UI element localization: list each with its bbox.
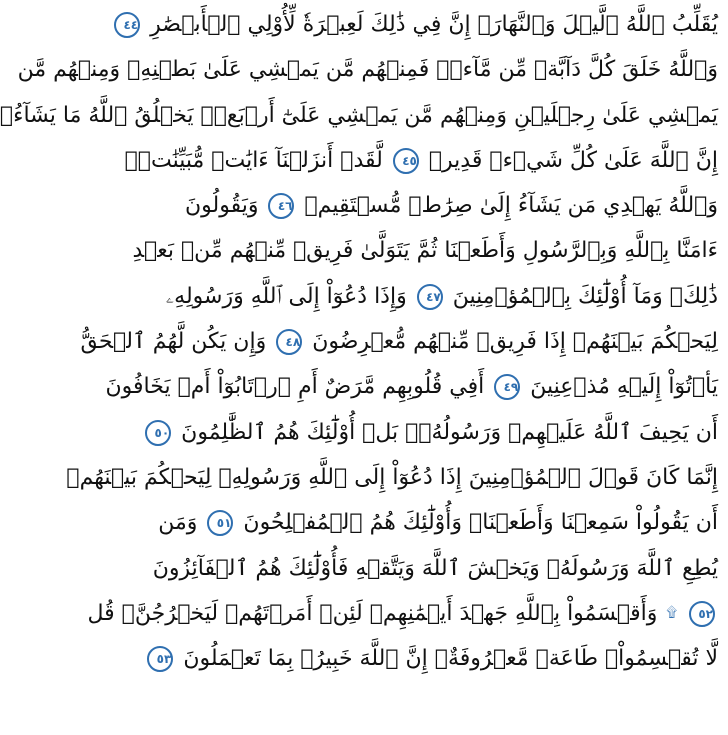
verse-line-11 [66,455,718,500]
verse-text: يُطِعِ ٱللَّهَ وَرَسُولَهُۥ وَيَخۡشَ ٱللَّهَ وَيَتَّقۡهِ فَأُوْلَٰٓئِكَ هُمُ ٱلۡفَآئِزُونَ [152,555,718,581]
verse-line-1 [123,2,718,47]
verse-text: ءَامَنَّا بِٱللَّهِ وَبِٱلرَّسُولِ وَأَطَعۡنَا ثُمَّ يَتَوَلَّىٰ فَرِيقٞ مِّنۡهُم مِّنۢ بَعۡدِ [132,238,718,264]
ayah-end-icon: ٤٨ [276,329,302,355]
verse-lines [0,2,718,681]
ayah-end-icon: ٥٣ [147,646,173,672]
verse-line-15 [156,636,718,681]
verse-text: وَمَن [158,510,198,536]
verse-text: إِنَّ ٱللَّهَ عَلَىٰ كُلِّ شَيۡءٖ قَدِيرٞ [428,147,718,173]
verse-text: إِنَّمَا كَانَ قَوۡلَ ٱلۡمُؤۡمِنِينَ إِذَا دُعُوٓاْ إِلَى ٱللَّهِ وَرَسُولِهِۦ لِيَحۡكُمَ بَيۡنَهُمۡ [66,464,718,490]
ayah-end-icon: ٤٦ [268,193,294,219]
verse-text: وَٱللَّهُ خَلَقَ كُلَّ دَآبَّةٖ مِّن مَّآءٖۖ فَمِنۡهُم مَّن يَمۡشِي عَلَىٰ بَطۡنِهِۦ وَمِنۡهُم مَّن [17,57,718,83]
verse-line-9 [105,364,718,409]
ayah-end-icon: ٤٧ [417,284,443,310]
verse-line-2 [17,47,718,92]
ayah-end-icon: ٤٩ [494,374,520,400]
ayah-end-icon: ٥٢ [689,601,715,627]
verse-line-13 [152,546,718,591]
ayah-end-icon: ٤٥ [393,148,419,174]
verse-text: يَأۡتُوٓاْ إِلَيۡهِ مُذۡعِنِينَ [530,374,718,400]
verse-text: وَٱللَّهُ يَهۡدِي مَن يَشَآءُ إِلَىٰ صِرَٰطٖ مُّسۡتَقِيمٖ [304,193,718,219]
verse-text: وَيَقُولُونَ [185,193,259,219]
verse-line-14 [87,591,718,636]
verse-text: يَمۡشِي عَلَىٰ رِجۡلَيۡنِ وَمِنۡهُم مَّن يَمۡشِي عَلَىٰٓ أَرۡبَعٖۚ يَخۡلُقُ ٱللَّهُ مَا يَشَآءُۚ [0,102,718,128]
verse-text: أَن يَقُولُواْ سَمِعۡنَا وَأَطَعۡنَاۚ وَأُوْلَٰٓئِكَ هُمُ ٱلۡمُفۡلِحُونَ [243,510,718,536]
verse-text: أَن يَحِيفَ ٱللَّهُ عَلَيۡهِمۡ وَرَسُولُهُۥۚ بَلۡ أُوْلَٰٓئِكَ هُمُ ٱلظَّٰلِمُونَ [181,419,718,445]
verse-text: وَإِن يَكُن لَّهُمُ ٱلۡحَقُّ [80,329,267,355]
verse-line-8 [80,319,718,364]
ayah-end-icon: ٥٠ [145,420,171,446]
verse-text: وَأَقۡسَمُواْ بِٱللَّهِ جَهۡدَ أَيۡمَٰنِهِمۡ لَئِنۡ أَمَرۡتَهُمۡ لَيَخۡرُجُنَّۖ قُل [87,600,658,626]
verse-line-4 [124,138,718,183]
sajda-icon: ۩ [666,605,677,622]
verse-text: لَّا تُقۡسِمُواْۖ طَاعَةٞ مَّعۡرُوفَةٌۚ إِنَّ ٱللَّهَ خَبِيرُۢ بِمَا تَعۡمَلُونَ [183,646,718,672]
verse-line-12 [158,500,718,545]
verse-line-10 [154,410,718,455]
verse-text: ذَٰلِكَۚ وَمَآ أُوْلَٰٓئِكَ بِٱلۡمُؤۡمِنِينَ [452,283,718,309]
verse-line-6 [132,228,718,273]
verse-line-5 [185,183,718,228]
verse-text: يُقَلِّبُ ٱللَّهُ ٱلَّيۡلَ وَٱلنَّهَارَۚ إِنَّ فِي ذَٰلِكَ لَعِبۡرَةٗ لِّأُوْلِي ٱلۡأَبۡصَٰرِ [150,12,718,37]
ayah-end-icon: ٥١ [207,510,233,536]
verse-text: وَإِذَا دُعُوٓاْ إِلَى ٱللَّهِ وَرَسُولِهِۦ [165,283,407,309]
verse-text: لِيَحۡكُمَ بَيۡنَهُمۡ إِذَا فَرِيقٞ مِّنۡهُم مُّعۡرِضُونَ [312,329,718,355]
verse-line-3 [0,93,718,138]
verse-text: لَّقَدۡ أَنزَلۡنَآ ءَايَٰتٖ مُّبَيِّنَٰتٖۚ [124,147,383,173]
verse-text: أَفِي قُلُوبِهِم مَّرَضٌ أَمِ ٱرۡتَابُوٓاْ أَمۡ يَخَافُونَ [105,374,485,400]
verse-line-7 [165,274,718,319]
ayah-end-icon: ٤٤ [114,12,140,38]
